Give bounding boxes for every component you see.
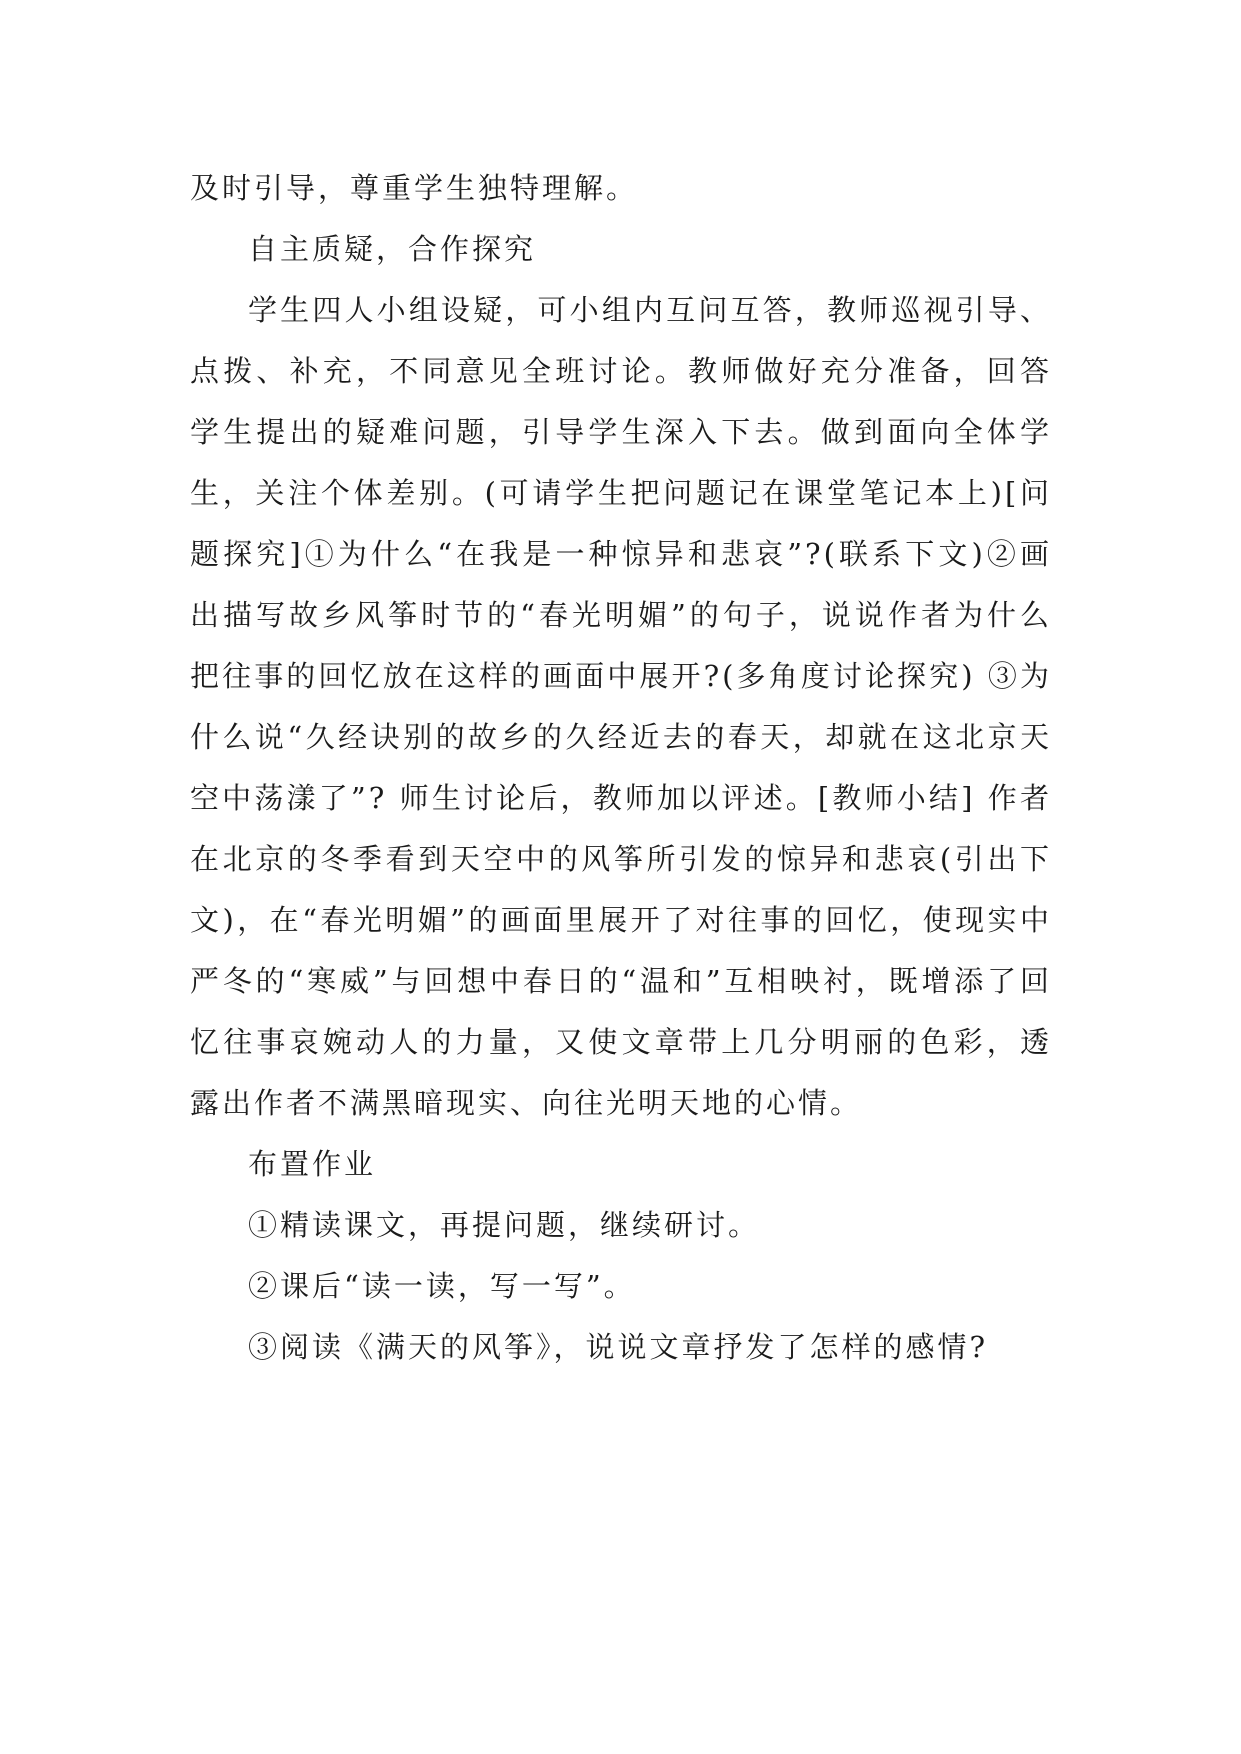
homework-item-1: ①精读课文，再提问题，继续研讨。 (248, 1208, 761, 1242)
paragraph-inquiry-body: 学生四人小组设疑，可小组内互问互答，教师巡视引导、点拨、补充，不同意见全班讨论。教师做好充分准备，回答学生提出的疑难问题，引导学生深入下去。做到面向全体学生，关注个体差别。(可请学生把问题记在课堂笔记本上)[问题探究]①为什么“在我是一种惊异和悲哀”?(联系下文)②画出描写故乡风筝时节的“春光明媚”的句子，说说作者为什么把往事的回忆放在这样的画面中展开?(多角度讨论探究) ③为什么说“久经诀别的故乡的久经近去的春天，却就在这北京天空中荡漾了”? 师生讨论后，教师加以评述。[教师小结] 作者在北京的冬季看到天空中的风筝所引发的惊异和悲哀(引出下文)，在“春光明媚”的画面里展开了对往事的回忆，使现实中严冬的“寒威”与回想中春日的“温和”互相映衬，既增添了回忆往事哀婉动人的力量，又使文章带上几分明丽的色彩，透露出作者不满黑暗现实、向往光明天地的心情。 (190, 293, 1052, 1120)
paragraph-continuation: 及时引导，尊重学生独特理解。 (190, 171, 639, 205)
homework-item-3: ③阅读《满天的风筝》，说说文章抒发了怎样的感情? (248, 1330, 989, 1364)
section-heading-inquiry: 自主质疑，合作探究 (248, 232, 537, 266)
document-body (190, 158, 1052, 1378)
homework-item-2: ②课后“读一读，写一写”。 (248, 1269, 636, 1303)
section-heading-homework: 布置作业 (248, 1147, 377, 1181)
